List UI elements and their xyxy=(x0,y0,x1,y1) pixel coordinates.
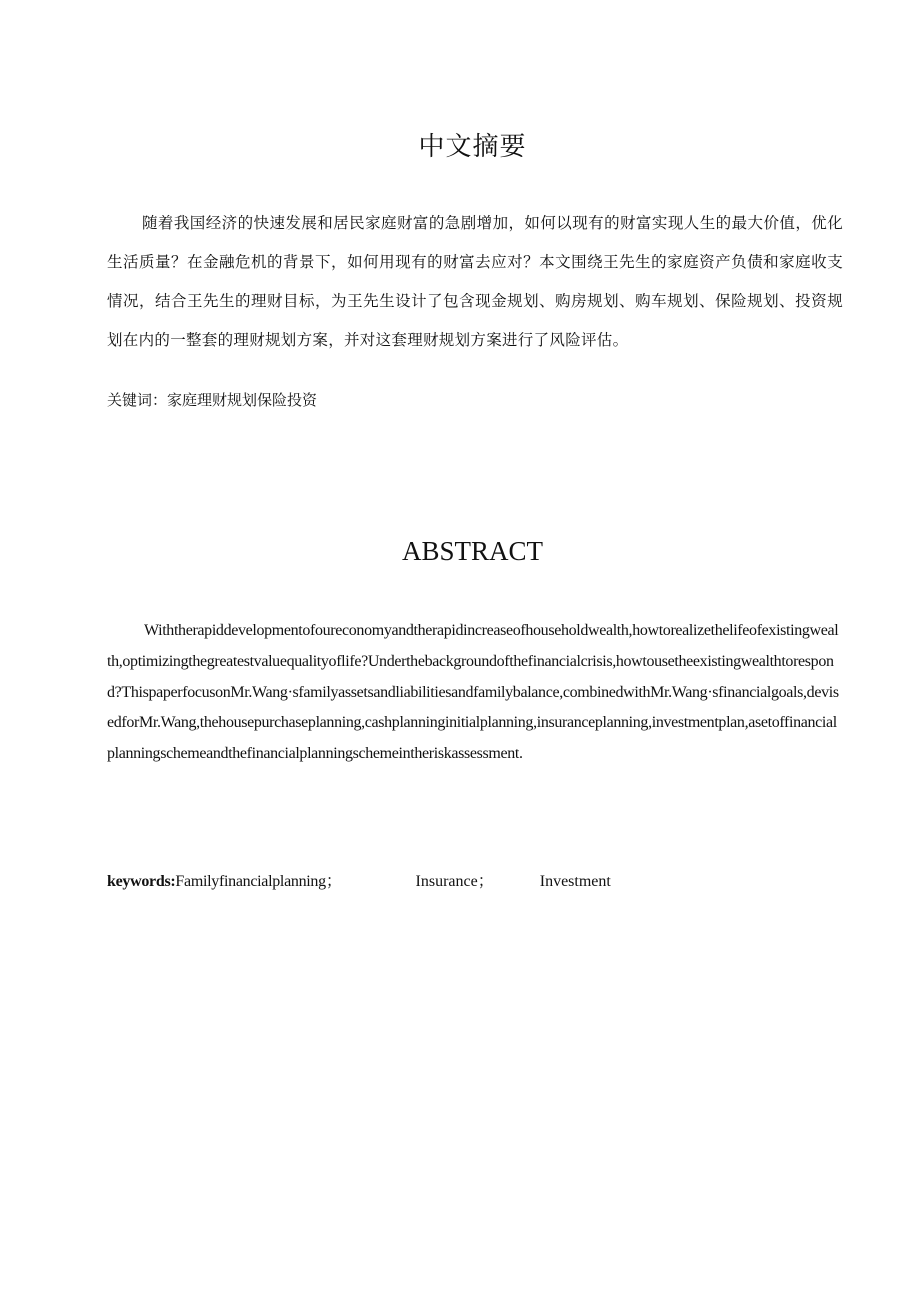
english-keywords xyxy=(107,868,807,896)
english-abstract-body: Withtherapiddevelopmentofoureconomyandtherapidincreaseofhouseholdwealth,howtorealizethelifeofexistingwealth,optimizingthegreatestvaluequalityoflife?Underthebackgroundofthefinancialcrisis,howtousetheexistingwealthtorespond?ThispaperfocusonMr.Wang·sfamilyassetsandliabilitiesandfamilybalance,combinedwithMr.Wang·sfinancialgoals,devisedforMr.Wang,thehousepurchaseplanning,cashplanninginitialplanning,insuranceplanning,investmentplan,asetoffinancialplanningschemeandthefinancialplanningschemeintheriskassessment. xyxy=(107,622,839,763)
chinese-abstract-title: 中文摘要 xyxy=(418,132,527,162)
keywords-label: keywords: xyxy=(107,873,176,890)
keyword-item: Insurance； xyxy=(415,873,494,890)
english-abstract-title: ABSTRACT xyxy=(401,536,544,566)
chinese-keywords: 关键词：家庭理财规划保险投资 xyxy=(107,391,318,409)
keyword-item: Familyfinancialplanning； xyxy=(175,873,342,890)
keyword-item: Investment xyxy=(539,873,611,890)
chinese-abstract-body: 随着我国经济的快速发展和居民家庭财富的急剧增加，如何以现有的财富实现人生的最大价值，优化生活质量？在金融危机的背景下，如何用现有的财富去应对？本文围绕王先生的家庭资产负债和家庭收支情况，结合王先生的理财目标，为王先生设计了包含现金规划、购房规划、购车规划、保险规划、投资规划在内的一整套的理财规划方案，并对这套理财规划方案进行了风险评估。 xyxy=(107,214,843,349)
